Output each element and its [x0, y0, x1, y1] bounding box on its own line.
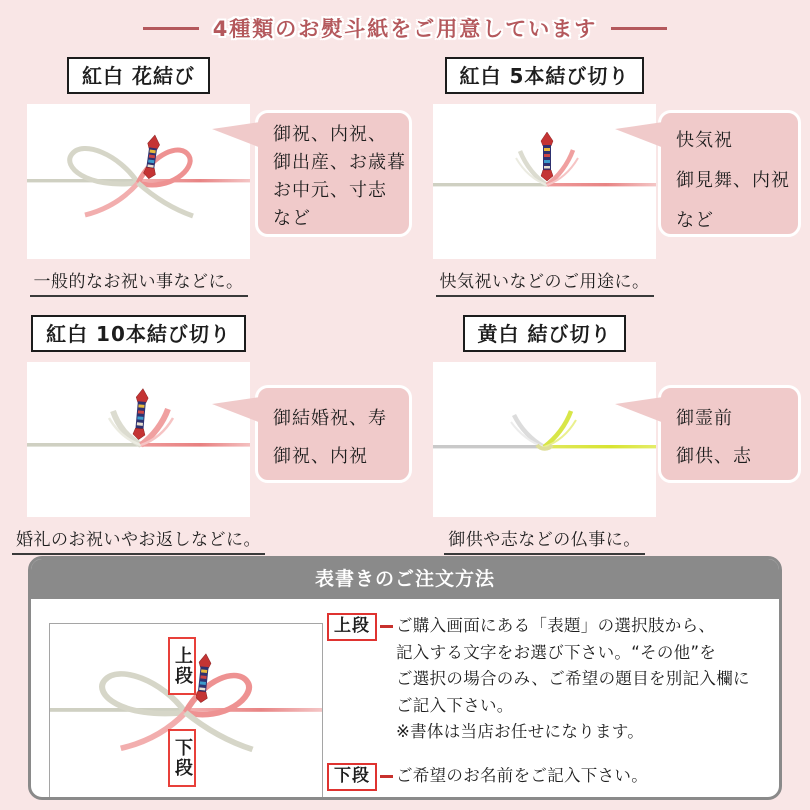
instruction-line: ご購入画面にある「表題」の選択肢から、 [396, 616, 716, 635]
bubble-line: お中元、寸志 [273, 180, 387, 201]
bubble-line: など [273, 208, 311, 229]
mizuhiki-musubikiri-yellow-icon [433, 362, 656, 517]
title-right-rule [611, 27, 667, 30]
noshi-card-hanamusubi [27, 104, 250, 259]
bubble-line: など [676, 210, 714, 231]
section-2-callout-bubble [658, 110, 801, 237]
section-4-column [433, 315, 656, 555]
instruction-line: ご選択の場合のみ、ご希望の題目を別記入欄に [396, 669, 750, 689]
section-3-column [16, 315, 261, 555]
section-kouhaku-10hon-musubikiri [16, 315, 412, 550]
upper-row-instruction [327, 613, 750, 746]
section-1-heading: 紅白 花結び [67, 57, 210, 94]
section-4-heading: 黄白 結び切り [463, 315, 627, 352]
section-1-caption: 一般的なお祝い事などに。 [30, 267, 248, 297]
title-left-rule [143, 27, 199, 30]
noshi-card-5hon-musubikiri [433, 104, 656, 259]
order-instructions [327, 613, 750, 798]
bubble-line: 御結婚祝、寿 [273, 408, 387, 429]
section-4-callout-bubble [658, 385, 801, 483]
noshi-sections-grid [0, 44, 810, 550]
upper-row-text [396, 613, 750, 746]
noshi-card-kihaku-musubikiri [433, 362, 656, 517]
section-1-column [27, 57, 250, 297]
bubble-line: 御出産、お歳暮 [273, 152, 406, 173]
mizuhiki-musubikiri-pink-icon [433, 104, 656, 259]
noshi-sample-card [49, 623, 323, 798]
bubble-line: 御祝、内祝、 [273, 124, 387, 145]
tag-dash [380, 775, 393, 778]
instruction-line: ご記入下さい。 [396, 695, 514, 715]
bubble-line: 御供、志 [676, 446, 752, 467]
order-panel-header: 表書きのご注文方法 [31, 559, 779, 599]
section-kihaku-musubikiri [433, 315, 810, 550]
noshi-ornament-icon [196, 652, 216, 704]
page-title-row [0, 0, 810, 44]
bubble-line: 御祝、内祝 [273, 446, 368, 467]
tag-dash [380, 625, 393, 628]
lower-row-text [396, 763, 648, 790]
instruction-line: ご希望のお名前をご記入下さい。 [396, 765, 648, 785]
lower-row-instruction [327, 763, 750, 791]
section-kouhaku-5hon-musubikiri [433, 57, 810, 292]
section-3-callout-bubble [255, 385, 412, 483]
section-3-caption: 婚礼のお祝いやお返しなどに。 [12, 525, 265, 555]
section-2-heading: 紅白 5本結び切り [445, 57, 645, 94]
bubble-line: 御見舞、内祝 [676, 170, 790, 191]
bubble-line: 快気祝 [676, 130, 733, 151]
noshi-ornament-icon [133, 388, 149, 440]
section-2-column [433, 57, 656, 297]
instruction-line: 記入する文字をお選び下さい。“その他”を [396, 642, 717, 662]
noshi-ornament-icon [541, 132, 553, 181]
mizuhiki-musubikiri-pink-thick-icon [27, 362, 250, 517]
upper-row-tag: 上段 [327, 613, 377, 641]
sample-lower-label: 下段 [168, 729, 196, 787]
mizuhiki-hanamusubi-icon [27, 104, 250, 259]
page-title: 4種類のお熨斗紙をご用意しています [212, 17, 598, 41]
bubble-line: 御霊前 [676, 408, 733, 429]
order-instructions-panel [28, 556, 782, 800]
section-2-caption: 快気祝いなどのご用途に。 [436, 267, 654, 297]
lower-row-tag: 下段 [327, 763, 377, 791]
section-kouhaku-hanamusubi [27, 57, 412, 292]
instruction-line: ※書体は当店お任せになります。 [396, 722, 645, 742]
section-1-callout-bubble [255, 110, 412, 237]
section-4-caption: 御供や志などの仏事に。 [444, 525, 645, 555]
section-3-heading: 紅白 10本結び切り [31, 315, 246, 352]
order-panel-body [31, 599, 779, 800]
noshi-card-10hon-musubikiri [27, 362, 250, 517]
sample-upper-label: 上段 [168, 637, 196, 695]
